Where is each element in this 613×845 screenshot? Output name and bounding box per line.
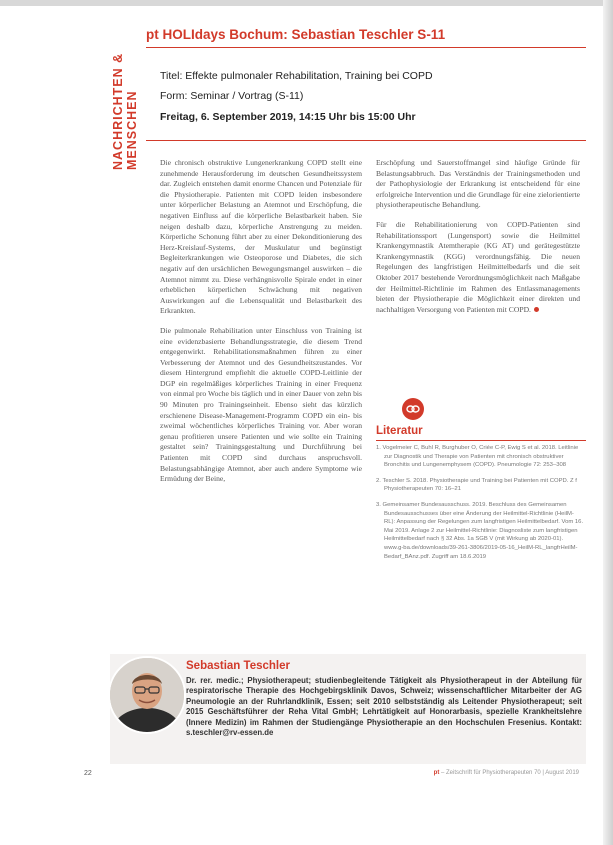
- body-column-right: [376, 158, 580, 324]
- page-number: 22: [84, 770, 92, 777]
- event-titel: Titel: Effekte pulmonaler Rehabilitation, Training bei COPD: [160, 70, 433, 82]
- literature-item: 1. Vogelmeier C, Buhl R, Burghuber O, Criée C-P, Ewig S et al. 2018. Leitlinie zur Diagnostik und Therapie von Patienten mit chronisch obstruktiver Bronchitis und Lungenemphysem (COPD). Pneumologie 72: 253–308: [376, 445, 579, 469]
- literature-heading: Literatur: [376, 425, 423, 437]
- side-label-line1: NACHRICHTEN &: [111, 52, 125, 170]
- scan-edge-top: [0, 0, 613, 6]
- event-title: pt HOLIdays Bochum: Sebastian Teschler S-11: [146, 27, 446, 42]
- literature-chain-icon: [402, 398, 424, 420]
- author-photo: [108, 656, 186, 734]
- author-name: Sebastian Teschler: [186, 660, 290, 672]
- side-label-line2: MENSCHEN: [125, 90, 139, 170]
- journal-issue: 70 | August 2019: [534, 770, 579, 776]
- body-paragraph: Die chronisch obstruktive Lungenerkrankung COPD stellt eine zunehmende Herausforderung im deutschen Gesundheitssystem dar. Zugleich entstehen damit enorme Chancen und Potenziale für die Physiotherapie. Patienten mit COPD leiden insbesondere unter körperlicher Belastung an Atemnot und Erschöpfung, die negativen Einfluss auf die körperliche Belastbarkeit haben. Sie neigen deshalb dazu, körperliche Anstrengung zu meiden. Körperliche Schonung führt aber zu einer Dekonditionierung des Herz-Kreislauf-Systems, der Muskulatur und begünstigt Begleiterkrankungen wie Osteoporose und Diabetes, die sich negativ auf den ursächlichen Bewegungsmangel auswirken – die Atemnot nimmt zu. Diese verhängnisvolle Spirale endet in einer erheblichen körperlichen Schwächung mit negativen Auswirkungen auf die Lebensqualität und Belastbarkeit des Erkrankten.: [160, 158, 362, 316]
- literature-item: 2. Teschler S. 2018. Physiotherapie und Training bei Patienten mit COPD. Z f Physiotherapeuten 70: 16–21: [376, 477, 577, 493]
- body-paragraph: [376, 220, 580, 315]
- scan-edge-right: [603, 0, 613, 845]
- event-datetime: Freitag, 6. September 2019, 14:15 Uhr bis 15:00 Uhr: [160, 111, 416, 123]
- journal-footer: [434, 770, 579, 776]
- literature-divider: [376, 440, 586, 441]
- journal-name: – Zeitschrift für Physiotherapeuten: [441, 770, 533, 776]
- literature-item: 3. Gemeinsamer Bundesausschuss. 2019. Beschluss des Gemeinsamen Bundesausschusses über eine Änderung der Heilmittel-Richtlinie (HeilM-RL): Anpassung der Regelungen zum langfristigen Heilmittelbedarf. Vom 16. Mai 2019. Anlage 2 zur Heilmittel-Richtlinie: Diagnosliste zum langfristigen Heilmittelbedarf nach § 32 Abs. 1a SGB V (mit Wirkung ab 2020-01). www.g-ba.de/downloads/39-261-3806/2019-05-16_HeilM-RL_langfrHeilM-Bedarf_BAnz.pdf. Zugriff am 18.6.2019: [376, 501, 584, 560]
- literature-list: [376, 444, 584, 568]
- section-side-label: [111, 53, 139, 170]
- event-form: Form: Seminar / Vortrag (S-11): [160, 90, 304, 102]
- journal-abbr: pt: [433, 770, 440, 776]
- author-bio: Dr. rer. medic.; Physiotherapeut; studienbegleitende Tätigkeit als Physiotherapeut in der Abteilung für respiratorische Therapie des Hochgebirgsklinik Davos, Schweiz; wissenschaftlicher Mitarbeiter der AG Pneumologie an der Ruhrlandklinik, Essen; seit 2010 selbstständig als Leitender Physiotherapeut; seit 2015 Geschäftsführer der Reha Vital GmbH; Lehrtätigkeit auf Honorarbasis, spezielle Krankheitslehre (Innere Medizin) im Rahmen der Studiengänge Physiotherapie an den Hochschulen Fresenius. Kontakt: s.teschler@rv-essen.de: [186, 676, 582, 738]
- body-paragraph: Erschöpfung und Sauerstoffmangel sind häufige Gründe für Belastungsabbruch. Das Verständnis der Trainingsmethoden und der Pathophysiologie der Erkrankung ist entscheidend für eine erfolgreiche Intervention und die Grundlage für eine zielorientierte physiotherapeutische Behandlung.: [376, 158, 580, 210]
- body-paragraph-text: Für die Rehabilitationierung von COPD-Patienten sind Rehabilitationssport (Lungensport) sowie die Heilmittel Krankengymnastik Atemtherapie (KG AT) und gerätegestützte Krankengymnastik (KGG) verordnungsfähig. Die neuen Regelungen des langfristigen Heilmittelbedarfs und die seit Oktober 2017 bestehende Verordnungsmöglichkeit nach Maßgabe der Heilmittel-Richtlinie im Rahmen des Entlassmanagements bieten der Physiotherapie die Möglichkeit einer direkten und nachhaltigen Versorgung von Patienten mit COPD.: [376, 219, 580, 314]
- body-paragraph: Die pulmonale Rehabilitation unter Einschluss von Training ist eine evidenzbasierte Behandlungsstrategie, die diesem Trend entgegenwirkt. Rehabilitationsmaßnahmen führen zu einer Verbesserung der Atemnot und des Gesundheitszustandes. Vor diesem Hintergrund empfiehlt die aktuelle COPD-Leitlinie der DGP ein regelmäßiges körperliches Training in einer Frequenz von einmal pro Woche bis täglich und in einer Dauer von zehn bis 90 Minuten pro Trainingseinheit. Ebenso sieht das kürzlich erschienene Disease-Management-Programm COPD ein ein- bis zweimal wöchentliches körperliches Training vor. Aber woran genau profitieren unsere Patienten und wie sollte ein Training gestaltet sein? Trainingsgestaltung und Durchführung bei Patienten mit COPD sind durchaus anspruchsvoll. Belastungsabhängige Atemnot, aber auch andere Symptome wie Ermüdung der Beine,: [160, 325, 362, 484]
- body-column-left: [160, 158, 362, 494]
- title-divider: [146, 47, 586, 48]
- end-mark-icon: [534, 307, 539, 312]
- header-divider: [146, 140, 586, 141]
